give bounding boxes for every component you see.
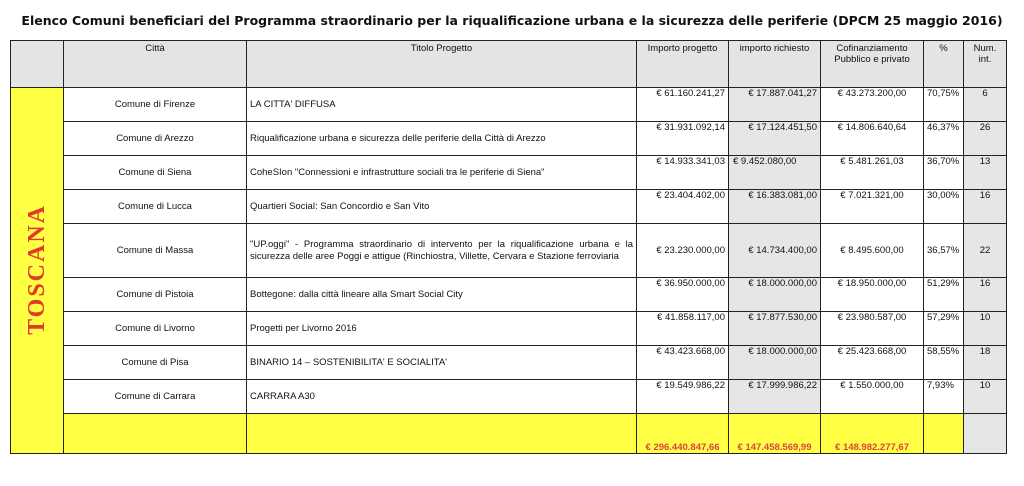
row-titolo: CoheSIon "Connessioni e infrastrutture sociali tra le periferie di Siena": [247, 156, 637, 190]
totals-empty-num: [964, 414, 1007, 454]
row-citta: Comune di Firenze: [64, 88, 247, 122]
row-num: 13: [964, 156, 1007, 190]
row-importo-richiesto: € 17.124.451,50: [729, 122, 821, 156]
row-titolo: Riqualificazione urbana e sicurezza delle periferie della Città di Arezzo: [247, 122, 637, 156]
row-num: 26: [964, 122, 1007, 156]
table-row: [11, 312, 1007, 346]
table-row: [11, 346, 1007, 380]
row-cofinanziamento: € 23.980.587,00: [821, 312, 924, 346]
row-citta: Comune di Lucca: [64, 190, 247, 224]
row-titolo: CARRARA A30: [247, 380, 637, 414]
table-row: [11, 190, 1007, 224]
row-citta: Comune di Arezzo: [64, 122, 247, 156]
row-num: 16: [964, 190, 1007, 224]
table-row: [11, 380, 1007, 414]
row-percent: 46,37%: [924, 122, 964, 156]
header-importo-richiesto: importo richiesto: [729, 41, 821, 88]
document-title: Elenco Comuni beneficiari del Programma straordinario per la riqualificazione urbana e la sicurezza delle periferie (DPCM 25 maggio 2016): [21, 13, 1003, 28]
totals-empty-percent: [924, 414, 964, 454]
row-titolo: Quartieri Social: San Concordio e San Vito: [247, 190, 637, 224]
header-cofinanziamento: Cofinanziamento Pubblico e privato: [821, 41, 924, 88]
header-percent: %: [924, 41, 964, 88]
row-importo-progetto: € 14.933.341,03: [637, 156, 729, 190]
row-num: 22: [964, 224, 1007, 278]
row-cofinanziamento: € 7.021.321,00: [821, 190, 924, 224]
region-label: TOSCANA: [23, 203, 50, 335]
header-titolo: Titolo Progetto: [247, 41, 637, 88]
row-cofinanziamento: € 25.423.668,00: [821, 346, 924, 380]
row-importo-richiesto: € 14.734.400,00: [729, 224, 821, 278]
row-num: 10: [964, 312, 1007, 346]
row-importo-richiesto: € 18.000.000,00: [729, 278, 821, 312]
row-num: 10: [964, 380, 1007, 414]
row-percent: 36,57%: [924, 224, 964, 278]
header-num: Num. int.: [964, 41, 1007, 88]
row-citta: Comune di Pisa: [64, 346, 247, 380]
row-importo-richiesto: € 17.999.986,22: [729, 380, 821, 414]
row-importo-progetto: € 19.549.986,22: [637, 380, 729, 414]
row-importo-progetto: € 43.423.668,00: [637, 346, 729, 380]
row-cofinanziamento: € 43.273.200,00: [821, 88, 924, 122]
row-cofinanziamento: € 1.550.000,00: [821, 380, 924, 414]
row-titolo: BINARIO 14 – SOSTENIBILITA' E SOCIALITA': [247, 346, 637, 380]
row-importo-progetto: € 61.160.241,27: [637, 88, 729, 122]
row-importo-richiesto: € 17.887.041,27: [729, 88, 821, 122]
totals-row: [11, 414, 1007, 454]
row-importo-progetto: € 36.950.000,00: [637, 278, 729, 312]
row-importo-richiesto: € 9.452.080,00: [729, 156, 821, 190]
total-importo-richiesto: € 147.458.569,99: [729, 414, 821, 454]
row-percent: 51,29%: [924, 278, 964, 312]
header-row: [11, 41, 1007, 88]
total-cofinanziamento: € 148.982.277,67: [821, 414, 924, 454]
header-importo-progetto: Importo progetto: [637, 41, 729, 88]
row-percent: 36,70%: [924, 156, 964, 190]
row-percent: 57,29%: [924, 312, 964, 346]
beneficiari-table: [10, 40, 1007, 454]
row-importo-progetto: € 41.858.117,00: [637, 312, 729, 346]
row-num: 18: [964, 346, 1007, 380]
total-importo-progetto: € 296.440.847,66: [637, 414, 729, 454]
header-citta: Città: [64, 41, 247, 88]
table-row: [11, 156, 1007, 190]
row-titolo: Bottegone: dalla città lineare alla Smart Social City: [247, 278, 637, 312]
header-region: [11, 41, 64, 88]
row-titolo: LA CITTA' DIFFUSA: [247, 88, 637, 122]
region-cell: [11, 88, 64, 454]
row-percent: 70,75%: [924, 88, 964, 122]
row-percent: 58,55%: [924, 346, 964, 380]
row-importo-progetto: € 23.230.000,00: [637, 224, 729, 278]
row-citta: Comune di Siena: [64, 156, 247, 190]
row-importo-progetto: € 31.931.092,14: [637, 122, 729, 156]
row-num: 16: [964, 278, 1007, 312]
table-row: [11, 278, 1007, 312]
table-row: [11, 224, 1007, 278]
row-importo-progetto: € 23.404.402,00: [637, 190, 729, 224]
row-citta: Comune di Livorno: [64, 312, 247, 346]
row-percent: 30,00%: [924, 190, 964, 224]
row-citta: Comune di Pistoia: [64, 278, 247, 312]
row-titolo: Progetti per Livorno 2016: [247, 312, 637, 346]
totals-empty-citta: [64, 414, 247, 454]
table-row: [11, 88, 1007, 122]
row-citta: Comune di Massa: [64, 224, 247, 278]
row-cofinanziamento: € 14.806.640,64: [821, 122, 924, 156]
row-percent: 7,93%: [924, 380, 964, 414]
row-cofinanziamento: € 5.481.261,03: [821, 156, 924, 190]
row-importo-richiesto: € 16.383.081,00: [729, 190, 821, 224]
row-importo-richiesto: € 17.877.530,00: [729, 312, 821, 346]
row-cofinanziamento: € 18.950.000,00: [821, 278, 924, 312]
row-num: 6: [964, 88, 1007, 122]
row-cofinanziamento: € 8.495.600,00: [821, 224, 924, 278]
row-titolo: "UP.oggi" - Programma straordinario di intervento per la riqualificazione urbana e la sicurezza delle aree Poggi e attigue (Rinchiostra, Villette, Cervara e Stazione ferroviaria: [247, 224, 637, 278]
totals-empty-titolo: [247, 414, 637, 454]
row-importo-richiesto: € 18.000.000,00: [729, 346, 821, 380]
row-citta: Comune di Carrara: [64, 380, 247, 414]
table-row: [11, 122, 1007, 156]
